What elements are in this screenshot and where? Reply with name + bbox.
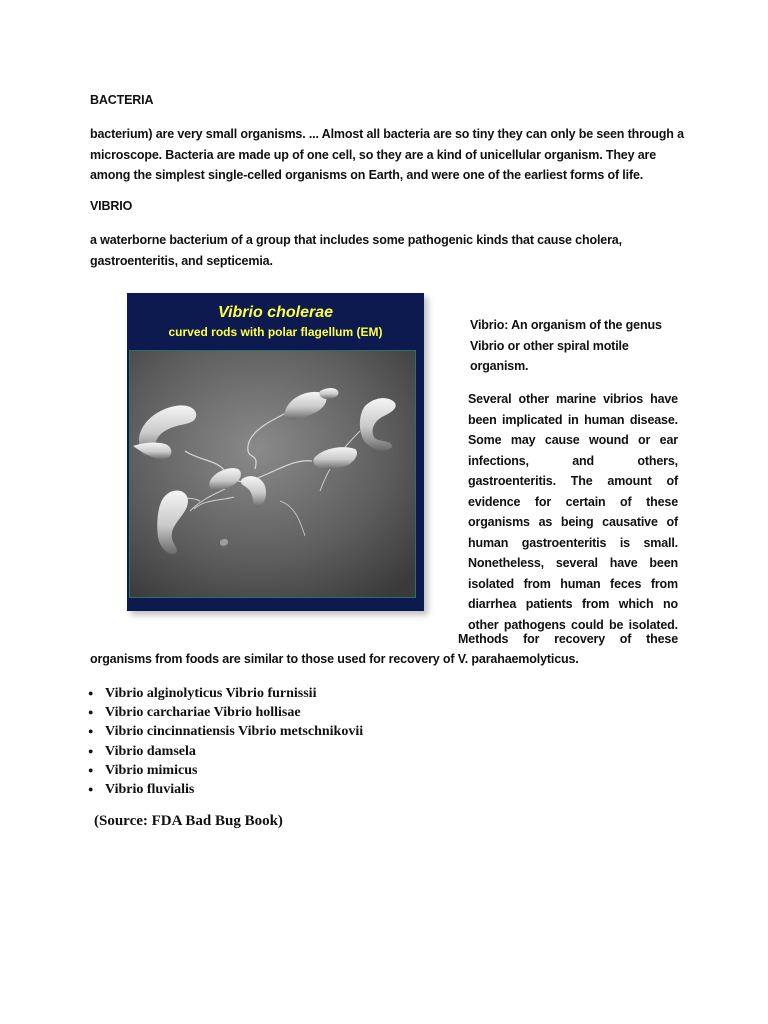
figure-subtitle: curved rods with polar flagellum (EM) [168,325,383,339]
paragraph-bacteria: bacterium) are very small organisms. ... Almost all bacteria are so tiny they can only be seen through a microscope. Bacteria are made up of one cell, so they are a kind of unicellular organism. They are among the simplest single-celled organisms on Earth, and were one of the earliest forms of life. [90,127,684,182]
heading-bacteria: BACTERIA [90,93,154,107]
paragraph-vibrio: a waterborne bacterium of a group that includes some pathogenic kinds that cause cholera, gastroenteritis, and septicemia. [90,233,622,268]
list-item: ● Vibrio fluvialis [88,780,363,799]
list-item: ● Vibrio carchariae Vibrio hollisae [88,703,363,722]
vibrio-cholerae-figure [127,293,424,611]
figure-title: Vibrio cholerae [218,304,333,321]
list-item: ● Vibrio mimicus [88,761,363,780]
side-paragraph-methods-line: Methods for recovery of these [458,632,678,646]
side-paragraph-marine-vibrios: Several other marine vibrios have been implicated in human disease. Some may cause wound or ear infections, and others, gastroenteritis. The amount of evidence for certain of these organisms as being causative of human gastroenteritis is small. Nonetheless, several have been isolated from human feces from diarrhea patients from which no other pathogens could be isolated. [468,392,678,632]
list-item: ● Vibrio cincinnatiensis Vibrio metschnikovii [88,722,363,741]
source-citation: (Source: FDA Bad Bug Book) [94,813,283,829]
list-item: ● Vibrio alginolyticus Vibrio furnissii [88,684,363,703]
vibrio-species-list [88,684,363,799]
side-paragraph-definition: Vibrio: An organism of the genus Vibrio or other spiral motile organism. [470,318,662,373]
paragraph-methods-recovery: organisms from foods are similar to those used for recovery of V. parahaemolyticus. [90,652,579,666]
electron-micrograph [129,350,416,598]
list-item: ● Vibrio damsela [88,742,363,761]
heading-vibrio: VIBRIO [90,199,133,213]
